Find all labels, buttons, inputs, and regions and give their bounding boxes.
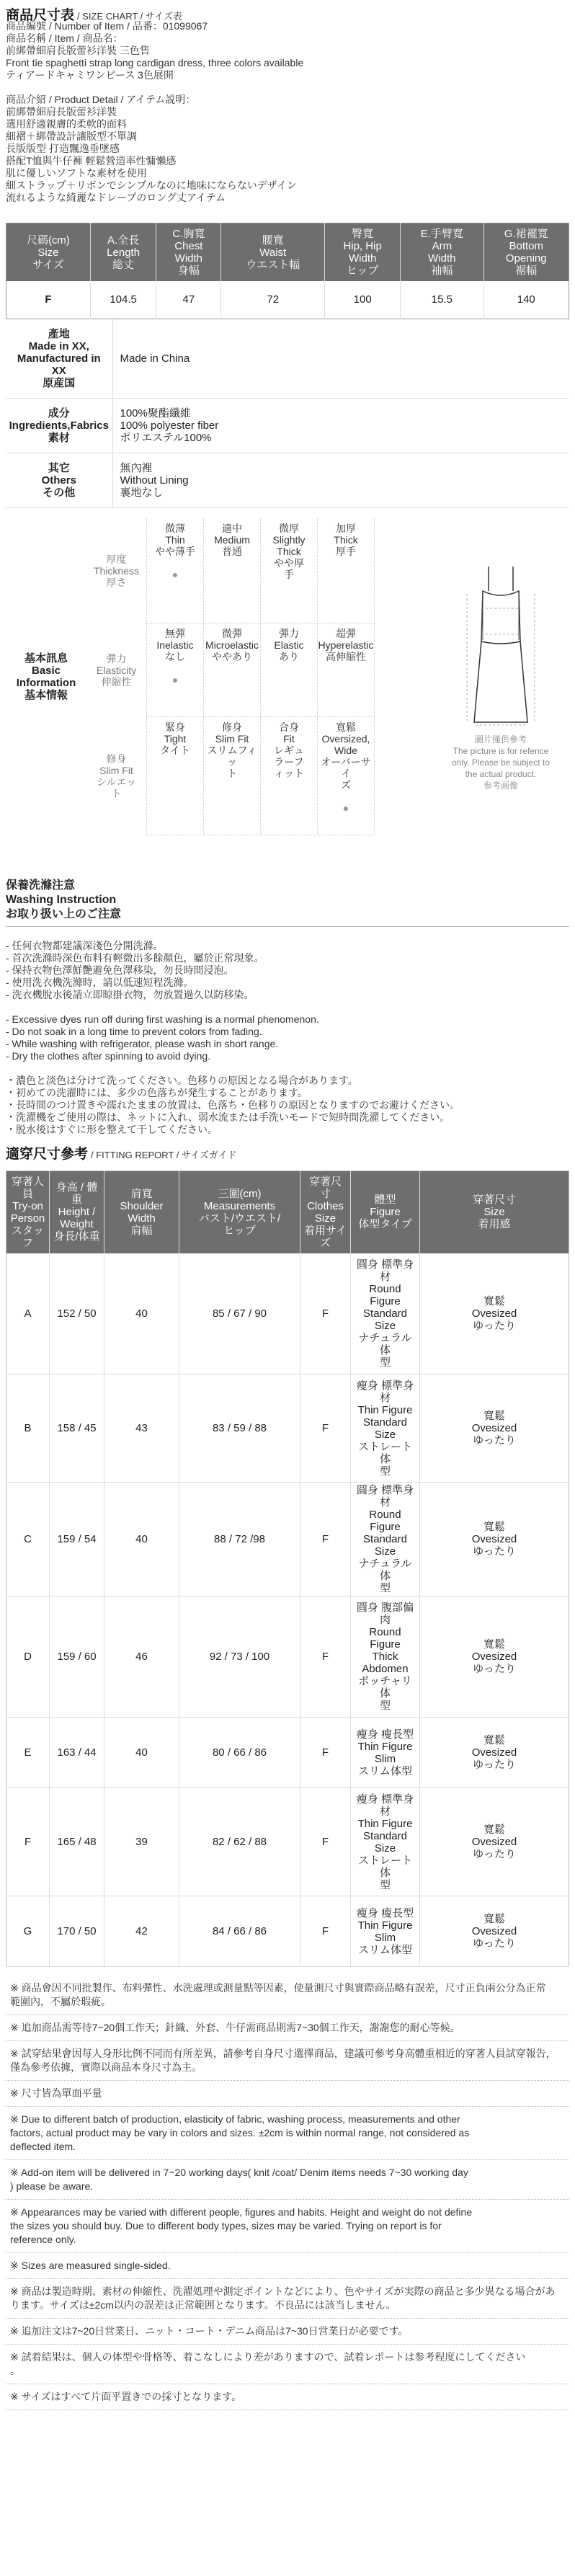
clothes-size: F (300, 1896, 351, 1967)
materials-value: 100%聚酯纖維 100% polyester fiber ポリエステル100% (112, 398, 569, 453)
note-line: reference only. (10, 2234, 76, 2245)
measurements: 80 / 66 / 86 (179, 1718, 300, 1788)
note-ja (6, 2279, 569, 2319)
figure-type: 瘦身 標準身 材 Thin Figure Standard Size ストレート体 型 (351, 1374, 420, 1483)
try-on-person: G (6, 1896, 50, 1967)
fitting-table-header-cell: 穿著尺寸 Size 着用感 (420, 1171, 569, 1253)
info-line: 細ストラップ＋リボンでシンプルなのに地味にならないデザイン (6, 179, 297, 191)
note-line: factors, actual product may be vary in colors and sizes. ±2cm is within normal range, not considered as (10, 2127, 470, 2138)
note-ja (6, 2384, 569, 2410)
materials-row (6, 398, 569, 453)
measurements: 83 / 59 / 88 (179, 1374, 300, 1483)
clothes-size: F (300, 1788, 351, 1896)
note-en (6, 2200, 569, 2253)
height-weight: 159 / 60 (50, 1596, 104, 1718)
attribute-grid (86, 518, 432, 835)
materials-row (6, 453, 569, 507)
fitting-table-header-cell: 體型 Figure 体型タイプ (351, 1171, 420, 1253)
basic-info-title: 基本訊息 Basic Information 基本情報 (16, 652, 76, 701)
washing-line: ・長時間のつけ置きや濡れたままの放置は、色落ち・色移りの原因となりますのでお避けください。 (6, 1098, 460, 1111)
size-table-row (6, 281, 569, 319)
fitting-table-row (6, 1896, 569, 1967)
info-line: 流れるような綺麗なドレープのロング丈アイテム (6, 192, 226, 203)
info-line: 細褶＋綁帶設計讓版型不單調 (6, 130, 137, 142)
fit-feel: 寬鬆 Ovesized ゆったり (420, 1374, 569, 1483)
reference-image-area (432, 518, 569, 835)
washing-instructions (6, 940, 569, 1136)
fitting-report-title-row (6, 1143, 569, 1163)
materials-label: 其它 Others その他 (6, 453, 112, 507)
product-info (6, 20, 569, 204)
attribute-category: 厚度 Thickness 厚さ (86, 518, 147, 623)
fitting-report-subtitle: / FITTING REPORT / サイズガイド (91, 1149, 237, 1160)
size-table-cell: 104.5 (90, 281, 156, 319)
note-line: deflected item. (10, 2141, 76, 2152)
size-table-header-cell: 尺碼(cm) Size サイズ (6, 223, 91, 282)
size-table-body (6, 281, 569, 319)
attribute-option: 微薄 Thin やや薄手 ● (147, 518, 204, 623)
fitting-table-header-cell: 三圍(cm) Measurements バスト/ウエスト/ ヒップ (179, 1171, 300, 1253)
materials-label: 成分 Ingredients,Fabrics 素材 (6, 398, 112, 453)
note-line: ) please be aware. (10, 2180, 94, 2192)
washing-gap (6, 1062, 569, 1075)
attribute-option: 修身 Slim Fit スリムフィッ ト (204, 717, 261, 835)
note-ja (6, 2319, 569, 2345)
note-line: ※ Sizes are measured single-sided. (10, 2260, 171, 2271)
note-en (6, 2160, 569, 2200)
info-line: 商品編號 / Number of Item / 品番：01099067 (6, 20, 208, 32)
shoulder-width: 40 (104, 1718, 179, 1788)
materials-label: 產地 Made in XX, Manufactured in XX 原産国 (6, 319, 112, 399)
height-weight: 163 / 44 (50, 1718, 104, 1788)
try-on-person: C (6, 1483, 50, 1596)
clothes-size: F (300, 1483, 351, 1596)
fitting-report-table (6, 1171, 569, 1968)
size-chart-title: 商品尺寸表 (6, 8, 75, 23)
note-ja (6, 2345, 569, 2384)
basic-info-section (6, 518, 569, 835)
note-zh (6, 1976, 569, 2015)
measurements: 92 / 73 / 100 (179, 1596, 300, 1718)
fit-feel: 寬鬆 Ovesized ゆったり (420, 1718, 569, 1788)
attribute-category: 彈力 Elasticity 伸縮性 (86, 623, 147, 717)
info-line: 長版版型 打造飄逸垂墜感 (6, 143, 120, 154)
size-table-header-cell: 臀寬 Hip, Hip Width ヒップ (325, 223, 401, 282)
height-weight: 159 / 54 (50, 1483, 104, 1596)
info-line: 搭配T恤與牛仔褲 輕鬆營造率性慵懶感 (6, 155, 177, 166)
figure-type: 圓身 標準身 材 Round Figure Standard Size ナチュラル体 型 (351, 1483, 420, 1596)
fitting-table-row (6, 1596, 569, 1718)
materials-value: Made in China (112, 319, 569, 399)
info-line: Front tie spaghetti strap long cardigan dress, three colors available (6, 57, 304, 68)
attribute-option: 彈力 Elastic あり (261, 623, 318, 717)
fitting-table-header-cell: 穿著人 員 Try-on Person スタッフ (6, 1171, 50, 1253)
size-table-header-cell: E.手臂寬 Arm Width 袖幅 (401, 223, 483, 282)
measurements: 88 / 72 /98 (179, 1483, 300, 1596)
note-zh (6, 2081, 569, 2107)
fitting-table-row (6, 1483, 569, 1596)
materials-value: 無內裡 Without Lining 裏地なし (112, 453, 569, 507)
info-line: 前綁帶細肩長版蕾衫洋裝 (6, 106, 117, 117)
size-table-cell: 100 (325, 281, 401, 319)
shoulder-width: 39 (104, 1788, 179, 1896)
shoulder-width: 42 (104, 1896, 179, 1967)
shoulder-width: 40 (104, 1253, 179, 1374)
note-line: ※ 尺寸皆為單面平量 (10, 2087, 102, 2099)
figure-type: 圓身 標準身 材 Round Figure Standard Size ナチュラル体 型 (351, 1253, 420, 1374)
washing-instruction-title: 保養洗滌注意 Washing Instruction お取り扱い上のご注意 (6, 879, 122, 920)
attribute-option: 加厚 Thick 厚手 (318, 518, 375, 623)
size-chart-subtitle: / SIZE CHART / サイズ表 (77, 11, 182, 22)
size-table-cell: 15.5 (401, 281, 483, 319)
attribute-option: 超彈 Hyperelastic 高伸縮性 (318, 623, 375, 717)
washing-line: - 保持衣物色澤鮮艷避免色澤移染，勿長時間浸泡。 (6, 964, 234, 976)
note-line: ※ サイズはすべて片面平置きでの採寸となります。 (10, 2391, 242, 2402)
clothes-size: F (300, 1718, 351, 1788)
figure-type: 圓身 腹部偏 肉 Round Figure Thick Abdomen ポッチャリ体 型 (351, 1596, 420, 1718)
fitting-table-body (6, 1253, 569, 1967)
attribute-option: 微厚 Slightly Thick やや厚 手 (261, 518, 318, 623)
selected-dot-icon: ● (171, 673, 179, 685)
note-line: ※ 商品會因不同批製作、布料彈性、水洗處理或測量點等因素，使量測尺寸與實際商品略有誤差，尺寸正負兩公分為正常 (10, 1982, 546, 1994)
size-table-cell: F (6, 281, 91, 319)
note-line: ります。サイズは±2cm以内の誤差は正常範囲となります。不良品には該当しません。 (10, 2299, 396, 2311)
fit-feel: 寬鬆 Ovesized ゆったり (420, 1596, 569, 1718)
attribute-option: 無彈 Inelastic なし ● (147, 623, 204, 717)
size-table-header-cell: C.胸寬 Chest Width 身幅 (156, 223, 221, 282)
notes-section (6, 1976, 569, 2410)
size-table-cell: 140 (517, 293, 535, 306)
note-zh (6, 2041, 569, 2081)
info-line: ティアードキャミワンピース 3色展開 (6, 69, 174, 81)
figure-type: 瘦身 瘦長型 Thin Figure Slim スリム体型 (351, 1718, 420, 1788)
figure-type: 瘦身 標準身 材 Thin Figure Standard Size ストレート体 型 (351, 1788, 420, 1896)
fitting-table-row (6, 1718, 569, 1788)
shoulder-width: 43 (104, 1374, 179, 1483)
size-table-header-cell: 腰寬 Waist ウエスト幅 (221, 223, 325, 282)
note-line: 僅為參考依據，實際以商品本身尺寸為主。 (10, 2061, 202, 2073)
try-on-person: F (6, 1788, 50, 1896)
attribute-option: 合身 Fit レギュ ラーフ ィット (261, 717, 318, 835)
note-line: ※ 商品は製造時期、素材の伸縮性、洗濯処理や測定ポイントなどにより、色やサイズが実際の商品と多少異なる場合があ (10, 2286, 556, 2297)
fitting-table-row (6, 1253, 569, 1374)
selected-dot-icon: ● (171, 568, 179, 580)
washing-line: - Dry the clothes after spinning to avoid dying. (6, 1049, 211, 1062)
fit-feel: 寬鬆 Ovesized ゆったり (420, 1253, 569, 1374)
note-line: ※ Due to different batch of production, elasticity of fabric, washing process, measurements and other (10, 2113, 460, 2125)
washing-line: ・脱水後はすぐに形を整えて干してください。 (6, 1123, 218, 1135)
fitting-table-header (6, 1171, 569, 1253)
fitting-table-row (6, 1788, 569, 1896)
shoulder-width: 46 (104, 1596, 179, 1718)
attribute-option: 緊身 Tight タイト (147, 717, 204, 835)
washing-line: - 洗衣機脫水後請立即晾掛衣物，勿放置過久以防移染。 (6, 988, 254, 1000)
note-line: 。 (10, 2365, 20, 2376)
washing-line: ・初めての洗濯時には、多少の色落ちが発生することがあります。 (6, 1086, 308, 1098)
note-line: ※ 追加商品需等待7~20個工作天；針織、外套、牛仔需商品則需7~30個工作天，謝謝您的耐心等候。 (10, 2022, 460, 2033)
materials-table (6, 319, 569, 508)
try-on-person: E (6, 1718, 50, 1788)
figure-type: 瘦身 瘦長型 Thin Figure Slim スリム体型 (351, 1896, 420, 1967)
size-table-header-cell: A.全長 Length 総丈 (90, 223, 156, 282)
shoulder-width: 40 (104, 1483, 179, 1596)
try-on-person: B (6, 1374, 50, 1483)
selected-dot-icon: ● (342, 801, 349, 814)
attribute-option: 微彈 Microelastic ややあり (204, 623, 261, 717)
try-on-person: D (6, 1596, 50, 1718)
fitting-table-header-cell: 穿著尺 寸 Clothes Size 着用サイ ズ (300, 1171, 351, 1253)
info-gap (6, 81, 569, 94)
info-line: 選用舒適親膚的柔軟的面料 (6, 118, 127, 130)
attribute-option: 寬鬆 Oversized, Wide オーバーサイ ズ ● (318, 717, 375, 835)
attribute-option: 適中 Medium 普通 (204, 518, 261, 623)
reference-image-caption: 圖片僅供參考 The picture is for refence only. Please be subject to the actual product. 参考画像 (452, 734, 550, 791)
fitting-table-header-cell: 身高 / 體 重 Height / Weight 身長/体重 (50, 1171, 104, 1253)
size-table-header (6, 223, 569, 282)
washing-line: - 首次洗滌時深色布料有輕微出多餘顏色，屬於正常現象。 (6, 951, 264, 964)
note-zh (6, 2015, 569, 2041)
washing-line: ・濃色と淡色は分けて洗ってください。色移りの原因となる場合があります。 (6, 1074, 358, 1086)
note-en (6, 2107, 569, 2160)
washing-gap (6, 1001, 569, 1013)
note-line: ※ Appearances may be varied with different people, figures and habits. Height and weight do not define (10, 2206, 473, 2218)
note-line: ※ Add-on item will be delivered in 7~20 working days( knit /coat/ Denim items needs 7~30 working day (10, 2167, 468, 2178)
measurements: 85 / 67 / 90 (179, 1253, 300, 1374)
size-table-header-cell: G.裙襬寬 Bottom Opening 裾幅 (483, 223, 569, 282)
size-table (6, 223, 569, 319)
info-line: 商品名稱 / Item / 商品名： (6, 32, 123, 44)
clothes-size: F (300, 1596, 351, 1718)
note-line: the sizes you should buy. Due to different body types, sizes may be varied. Trying on report is for (10, 2220, 442, 2231)
note-line: ※ 試着結果は、個人の体型や骨格等、着こなしにより差がありますので、試着レポートは参考程度にしてください (10, 2351, 526, 2363)
materials-row (6, 319, 569, 399)
height-weight: 165 / 48 (50, 1788, 104, 1896)
info-line: 商品介紹 / Product Detail / アイテム説明： (6, 94, 196, 105)
clothes-size: F (300, 1374, 351, 1483)
washing-divider (6, 926, 569, 927)
size-table-cell: 72 (221, 281, 325, 319)
try-on-person: A (6, 1253, 50, 1374)
fitting-table-header-cell: 肩寬 Shoulder Width 肩幅 (104, 1171, 179, 1253)
fitting-report-title: 適穿尺寸參考 (6, 1146, 89, 1162)
attribute-category: 修身 Slim Fit シルエッ ト (86, 717, 147, 835)
attribute-row (86, 623, 432, 717)
measurements: 82 / 62 / 88 (179, 1788, 300, 1896)
washing-line: - Excessive dyes run off during first washing is a normal phenomenon. (6, 1013, 319, 1025)
fit-feel: 寬鬆 Ovesized ゆったり (420, 1896, 569, 1967)
fitting-table-row (6, 1374, 569, 1483)
size-table-cell: 47 (156, 281, 221, 319)
washing-line: ・洗濯機をご使用の際は、ネットに入れ、弱水流または手洗いモードで短時間洗濯してください。 (6, 1111, 450, 1123)
fit-feel: 寬鬆 Ovesized ゆったり (420, 1483, 569, 1596)
measurements: 84 / 66 / 86 (179, 1896, 300, 1967)
info-line: 肌に優しいソフトな素材を使用 (6, 167, 147, 179)
height-weight: 158 / 45 (50, 1374, 104, 1483)
washing-line: - 任何衣物都建議深淺色分開洗滌。 (6, 939, 164, 951)
dress-sketch-icon (461, 562, 540, 728)
height-weight: 170 / 50 (50, 1896, 104, 1967)
note-line: ※ 追加注文は7~20日営業日、ニット・コート・デニム商品は7~30日営業日が必要です。 (10, 2325, 409, 2337)
attribute-row (86, 717, 432, 835)
size-chart-title-row (6, 0, 569, 23)
washing-line: - 使用洗衣機洗滌時，請以低速短程洗滌。 (6, 976, 194, 988)
attribute-row (86, 518, 432, 623)
height-weight: 152 / 50 (50, 1253, 104, 1374)
note-en (6, 2253, 569, 2279)
note-line: 範圍內，不屬於瑕疵。 (10, 1996, 111, 2007)
clothes-size: F (300, 1253, 351, 1374)
fit-feel: 寬鬆 Ovesized ゆったり (420, 1788, 569, 1896)
washing-line: - While washing with refrigerator, please wash in short range. (6, 1037, 279, 1049)
info-line: 前綁帶細肩長版蕾衫洋裝 三色售 (6, 45, 150, 56)
note-line: ※ 試穿結果會因每人身形比例不同而有所差異，請參考自身尺寸選擇商品，建議可參考身高體重相近的穿著人員試穿報告， (10, 2048, 556, 2059)
washing-line: - Do not soak in a long time to prevent colors from fading. (6, 1025, 262, 1037)
